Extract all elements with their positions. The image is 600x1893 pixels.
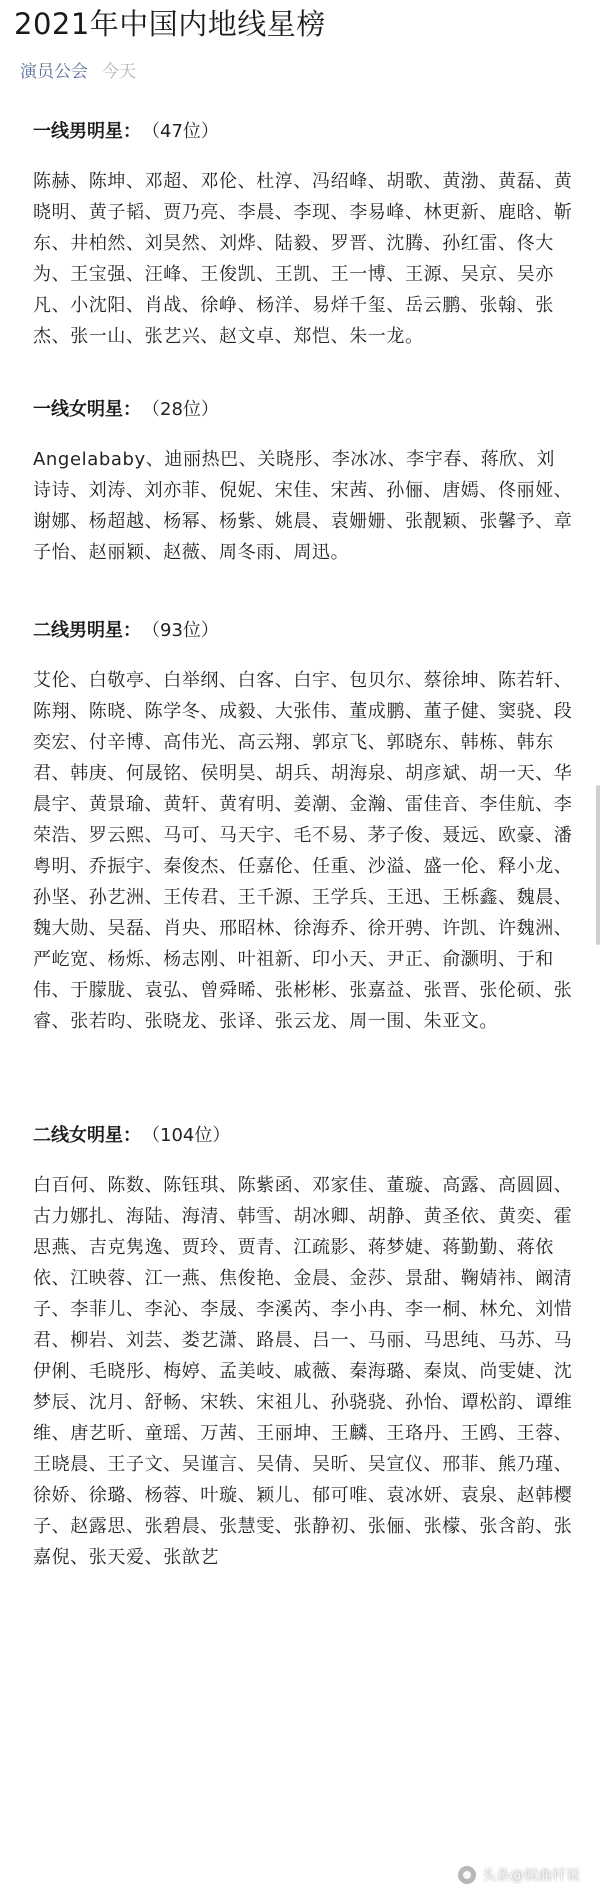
section-label: 二线女明星： [33,1125,141,1146]
section-heading [33,617,573,645]
name-list: 艾伦、白敬亭、白举纲、白客、白宇、包贝尔、蔡徐坤、陈若轩、陈翔、陈晓、陈学冬、成毅、大张伟、董成鹏、董子健、窦骁、段奕宏、付辛博、高伟光、高云翔、郭京飞、郭晓东、韩栋、韩东君、韩庚、何晟铭、侯明昊、胡兵、胡海泉、胡彦斌、胡一天、华晨宇、黄景瑜、黄轩、黄宥明、姜潮、金瀚、雷佳音、李佳航、李荣浩、罗云熙、马可、马天宇、毛不易、茅子俊、聂远、欧豪、潘粤明、乔振宇、秦俊杰、任嘉伦、任重、沙溢、盛一伦、释小龙、孙坚、孙艺洲、王传君、王千源、王学兵、王迅、王栎鑫、魏晨、魏大勋、吴磊、肖央、邢昭林、徐海乔、徐开骋、许凯、许魏洲、严屹宽、杨烁、杨志刚、叶祖新、印小天、尹正、俞灏明、于和伟、于朦胧、袁弘、曾舜晞、张彬彬、张嘉益、张晋、张伦硕、张睿、张若昀、张晓龙、张译、张云龙、周一围、朱亚文。 [33,670,573,1032]
section-second-tier-male [33,617,573,1037]
name-list: Angelababy、迪丽热巴、关晓彤、李冰冰、李宇春、蒋欣、刘诗诗、刘涛、刘亦菲、倪妮、宋佳、宋茜、孙俪、唐嫣、佟丽娅、谢娜、杨超越、杨幂、杨紫、姚晨、袁姗姗、张靓颖、张馨予、章子怡、赵丽颖、赵薇、周冬雨、周迅。 [33,449,573,563]
author-link[interactable]: 演员公会 [20,62,88,82]
name-list: 白百何、陈数、陈钰琪、陈紫函、邓家佳、董璇、高露、高圆圆、古力娜扎、海陆、海清、韩雪、胡冰卿、胡静、黄圣依、黄奕、霍思燕、吉克隽逸、贾玲、贾青、江疏影、蒋梦婕、蒋勤勤、蒋依依、江映蓉、江一燕、焦俊艳、金晨、金莎、景甜、鞠婧祎、阚清子、李菲儿、李沁、李晟、李溪芮、李小冉、李一桐、林允、刘惜君、柳岩、刘芸、娄艺潇、路晨、吕一、马丽、马思纯、马苏、马伊俐、毛晓彤、梅婷、孟美岐、戚薇、秦海璐、秦岚、尚雯婕、沈梦辰、沈月、舒畅、宋轶、宋祖儿、孙骁骁、孙怡、谭松韵、谭维维、唐艺昕、童瑶、万茜、王丽坤、王麟、王珞丹、王鸥、王蓉、王晓晨、王子文、吴谨言、吴倩、吴昕、吴宣仪、邢菲、熊乃瑾、徐娇、徐璐、杨蓉、叶璇、颖儿、郁可唯、袁冰妍、袁泉、赵韩樱子、赵露思、张碧晨、张慧雯、张静初、张俪、张檬、张含韵、张嘉倪、张天爱、张歆艺 [33,1175,573,1568]
section-first-tier-male [33,118,573,352]
article-title: 2021年中国内地线星榜 [14,7,326,41]
section-count: （47位） [151,121,219,142]
scrollbar-handle[interactable] [596,785,600,945]
name-list: 陈赫、陈坤、邓超、邓伦、杜淳、冯绍峰、胡歌、黄渤、黄磊、黄晓明、黄子韬、贾乃亮、李晨、李现、李易峰、林更新、鹿晗、靳东、井柏然、刘昊然、刘烨、陆毅、罗晋、沈腾、孙红雷、佟大为、王宝强、汪峰、王俊凯、王凯、王一博、王源、吴京、吴亦凡、小沈阳、肖战、徐峥、杨洋、易烊千玺、岳云鹏、张翰、张杰、张一山、张艺兴、赵文卓、郑恺、朱一龙。 [33,171,573,347]
watermark [458,1863,580,1887]
article-meta [20,60,136,84]
watermark-logo-icon [458,1866,476,1884]
section-count: （28位） [151,399,219,420]
section-count: （104位） [151,1125,231,1146]
section-second-tier-female [33,1122,573,1573]
section-count: （93位） [151,620,219,641]
section-heading [33,1122,573,1150]
section-label: 一线男明星： [33,121,141,142]
section-first-tier-female [33,396,573,568]
section-label: 二线男明星： [33,620,141,641]
publish-date: 今天 [102,62,136,82]
section-heading [33,118,573,146]
watermark-text: 头条@娱曲杆说 [482,1868,580,1884]
section-heading [33,396,573,424]
section-label: 一线女明星： [33,399,141,420]
